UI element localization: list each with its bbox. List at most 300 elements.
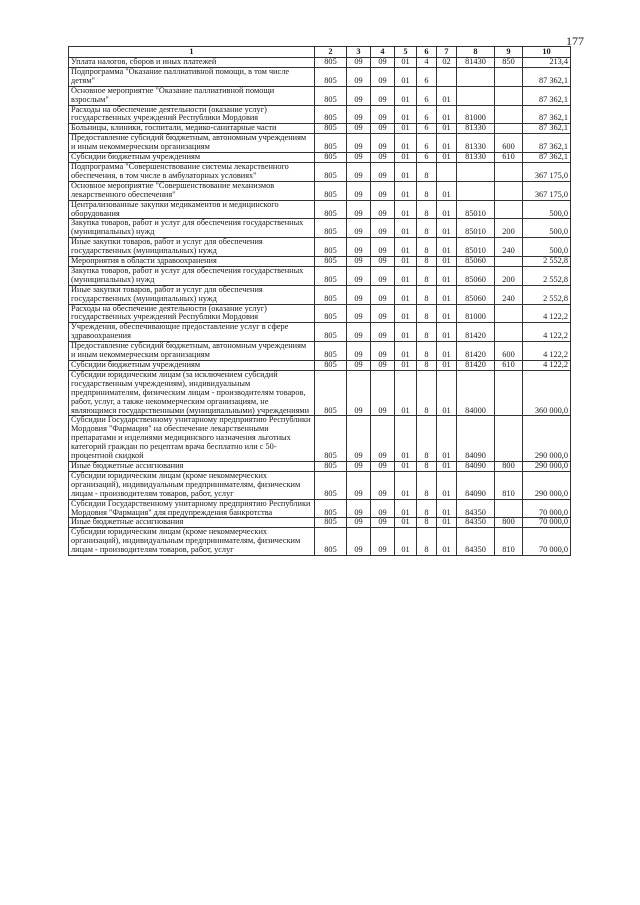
section-code: 09 [347,361,371,371]
event-code: 01 [437,124,457,134]
section-code: 09 [347,153,371,163]
direction-code: 85060 [457,257,495,267]
subsection-code: 09 [371,200,395,219]
table-row [69,323,571,342]
column-header: 3 [347,47,371,58]
subsection-code: 09 [371,461,395,471]
row-name: Субсидии Государственному унитарному предприятию Республики Мордовия "Фармация" для предупреждения банкротства [69,499,315,518]
section-code: 09 [347,370,371,416]
amount: 290 000,0 [523,461,571,471]
column-header: 10 [523,47,571,58]
subprogram-code: 8 [417,238,437,257]
column-header: 2 [315,47,347,58]
table-row [69,67,571,86]
row-name: Основное мероприятие "Совершенствование механизмов лекарственного обеспечения" [69,181,315,200]
row-name: Иные закупки товаров, работ и услуг для обеспечения государственных (муниципальных) нужд [69,238,315,257]
expense-type-code: 800 [495,461,523,471]
program-code: 01 [395,105,417,124]
program-code: 01 [395,162,417,181]
event-code: 01 [437,219,457,238]
subsection-code: 09 [371,323,395,342]
program-code: 01 [395,134,417,153]
table-row [69,416,571,462]
direction-code: 85060 [457,266,495,285]
program-code: 01 [395,219,417,238]
amount: 500,0 [523,200,571,219]
direction-code: 85010 [457,200,495,219]
expense-type-code: 810 [495,471,523,499]
subprogram-code: 8 [417,528,437,556]
admin-code: 805 [315,266,347,285]
admin-code: 805 [315,361,347,371]
amount: 70 000,0 [523,499,571,518]
table-row [69,124,571,134]
amount: 87 362,1 [523,134,571,153]
section-code: 09 [347,105,371,124]
expense-type-code [495,304,523,323]
table-row [69,266,571,285]
admin-code: 805 [315,528,347,556]
subprogram-code: 6 [417,124,437,134]
direction-code: 81330 [457,124,495,134]
row-name: Субсидии Государственному унитарному предприятию Республики Мордовия "Фармация" на обеспечение лекарственными препаратами и изделиями медицинского назначения льготных категорий граждан по рецептам врача бесплатно или с 50-процентной скидкой [69,416,315,462]
admin-code: 805 [315,181,347,200]
section-code: 09 [347,86,371,105]
subprogram-code: 8 [417,181,437,200]
table-row [69,238,571,257]
direction-code [457,162,495,181]
row-name: Закупка товаров, работ и услуг для обеспечения государственных (муниципальных) нужд [69,266,315,285]
amount: 87 362,1 [523,86,571,105]
subprogram-code: 8 [417,200,437,219]
admin-code: 805 [315,105,347,124]
subsection-code: 09 [371,471,395,499]
direction-code: 81000 [457,105,495,124]
subsection-code: 09 [371,162,395,181]
expense-type-code [495,499,523,518]
section-code: 09 [347,238,371,257]
program-code: 01 [395,285,417,304]
amount: 367 175,0 [523,181,571,200]
column-header: 8 [457,47,495,58]
table-row [69,181,571,200]
expense-type-code [495,105,523,124]
direction-code: 81420 [457,342,495,361]
expense-type-code: 610 [495,361,523,371]
admin-code: 805 [315,499,347,518]
row-name: Иные бюджетные ассигнования [69,518,315,528]
row-name: Расходы на обеспечение деятельности (оказание услуг) государственных учреждений Республики Мордовия [69,304,315,323]
admin-code: 805 [315,323,347,342]
amount: 4 122,2 [523,342,571,361]
table-row [69,361,571,371]
subprogram-code: 4 [417,58,437,68]
row-name: Субсидии бюджетным учреждениям [69,361,315,371]
row-name: Закупка товаров, работ и услуг для обеспечения государственных (муниципальных) нужд [69,219,315,238]
event-code: 01 [437,266,457,285]
section-code: 09 [347,124,371,134]
subprogram-code: 6 [417,153,437,163]
admin-code: 805 [315,257,347,267]
admin-code: 805 [315,304,347,323]
subsection-code: 09 [371,238,395,257]
expense-type-code: 600 [495,134,523,153]
section-code: 09 [347,528,371,556]
event-code: 01 [437,200,457,219]
event-code: 01 [437,342,457,361]
section-code: 09 [347,181,371,200]
direction-code: 84000 [457,370,495,416]
admin-code: 805 [315,461,347,471]
section-code: 09 [347,257,371,267]
amount: 290 000,0 [523,471,571,499]
section-code: 09 [347,461,371,471]
table-body [69,58,571,556]
row-name: Расходы на обеспечение деятельности (оказание услуг) государственных учреждений Республики Мордовия [69,105,315,124]
direction-code: 84350 [457,518,495,528]
table-row [69,342,571,361]
amount: 4 122,2 [523,304,571,323]
table-row [69,370,571,416]
program-code: 01 [395,257,417,267]
column-header: 1 [69,47,315,58]
program-code: 01 [395,153,417,163]
direction-code: 84090 [457,461,495,471]
section-code: 09 [347,471,371,499]
row-name: Централизованные закупки медикаментов и медицинского оборудования [69,200,315,219]
table-row [69,200,571,219]
expense-type-code [495,323,523,342]
section-code: 09 [347,134,371,153]
program-code: 01 [395,471,417,499]
subprogram-code: 8 [417,416,437,462]
event-code: 01 [437,153,457,163]
direction-code: 84350 [457,499,495,518]
subsection-code: 09 [371,304,395,323]
expense-type-code [495,181,523,200]
expense-type-code [495,257,523,267]
table-row [69,153,571,163]
subprogram-code: 8 [417,370,437,416]
subsection-code: 09 [371,285,395,304]
program-code: 01 [395,528,417,556]
expense-type-code [495,124,523,134]
table-row [69,518,571,528]
row-name: Уплата налогов, сборов и иных платежей [69,58,315,68]
event-code: 01 [437,528,457,556]
direction-code: 81330 [457,134,495,153]
subprogram-code: 8 [417,257,437,267]
subsection-code: 09 [371,181,395,200]
amount: 87 362,1 [523,153,571,163]
budget-table [68,46,571,556]
subsection-code: 09 [371,370,395,416]
direction-code: 81430 [457,58,495,68]
subprogram-code: 8 [417,471,437,499]
program-code: 01 [395,416,417,462]
amount: 70 000,0 [523,528,571,556]
subprogram-code: 8 [417,323,437,342]
subsection-code: 09 [371,342,395,361]
direction-code: 81330 [457,153,495,163]
admin-code: 805 [315,471,347,499]
direction-code [457,181,495,200]
admin-code: 805 [315,134,347,153]
expense-type-code: 240 [495,285,523,304]
direction-code [457,86,495,105]
subprogram-code: 8 [417,162,437,181]
admin-code: 805 [315,518,347,528]
subsection-code: 09 [371,257,395,267]
event-code: 01 [437,86,457,105]
program-code: 01 [395,323,417,342]
amount: 360 000,0 [523,370,571,416]
amount: 87 362,1 [523,105,571,124]
direction-code: 85060 [457,285,495,304]
event-code: 01 [437,416,457,462]
section-code: 09 [347,162,371,181]
section-code: 09 [347,266,371,285]
amount: 367 175,0 [523,162,571,181]
program-code: 01 [395,200,417,219]
direction-code: 84350 [457,528,495,556]
section-code: 09 [347,416,371,462]
section-code: 09 [347,518,371,528]
row-name: Подпрограмма "Совершенствование системы лекарственного обеспечения, в том числе в амбулаторных условиях" [69,162,315,181]
subsection-code: 09 [371,499,395,518]
program-code: 01 [395,370,417,416]
admin-code: 805 [315,162,347,181]
subsection-code: 09 [371,124,395,134]
event-code: 01 [437,518,457,528]
section-code: 09 [347,304,371,323]
subsection-code: 09 [371,105,395,124]
subprogram-code: 8 [417,285,437,304]
table-row [69,219,571,238]
table-row [69,86,571,105]
event-code: 01 [437,499,457,518]
admin-code: 805 [315,124,347,134]
program-code: 01 [395,58,417,68]
admin-code: 805 [315,153,347,163]
event-code: 01 [437,238,457,257]
amount: 2 552,8 [523,266,571,285]
amount: 500,0 [523,238,571,257]
direction-code: 85010 [457,219,495,238]
expense-type-code [495,67,523,86]
expense-type-code [495,416,523,462]
amount: 290 000,0 [523,416,571,462]
table-row [69,162,571,181]
section-code: 09 [347,342,371,361]
expense-type-code [495,200,523,219]
table-row [69,134,571,153]
section-code: 09 [347,219,371,238]
amount: 500,0 [523,219,571,238]
subsection-code: 09 [371,58,395,68]
admin-code: 805 [315,416,347,462]
direction-code: 84090 [457,416,495,462]
direction-code: 81420 [457,361,495,371]
row-name: Субсидии бюджетным учреждениям [69,153,315,163]
admin-code: 805 [315,370,347,416]
expense-type-code: 200 [495,219,523,238]
event-code: 01 [437,257,457,267]
subprogram-code: 6 [417,105,437,124]
amount: 2 552,8 [523,285,571,304]
column-header: 6 [417,47,437,58]
row-name: Иные бюджетные ассигнования [69,461,315,471]
program-code: 01 [395,342,417,361]
event-code: 01 [437,105,457,124]
column-header: 4 [371,47,395,58]
admin-code: 805 [315,219,347,238]
event-code [437,67,457,86]
table-row [69,105,571,124]
admin-code: 805 [315,285,347,304]
expense-type-code [495,86,523,105]
table-row [69,471,571,499]
program-code: 01 [395,181,417,200]
subsection-code: 09 [371,528,395,556]
expense-type-code: 600 [495,342,523,361]
program-code: 01 [395,518,417,528]
column-header: 9 [495,47,523,58]
subprogram-code: 6 [417,67,437,86]
program-code: 01 [395,238,417,257]
subsection-code: 09 [371,86,395,105]
event-code [437,162,457,181]
subprogram-code: 8 [417,304,437,323]
amount: 2 552,8 [523,257,571,267]
table-header-row [69,47,571,58]
expense-type-code: 240 [495,238,523,257]
subprogram-code: 8 [417,266,437,285]
expense-type-code [495,162,523,181]
subsection-code: 09 [371,518,395,528]
row-name: Субсидии юридическим лицам (кроме некоммерческих организаций), индивидуальным предпринимателям, физическим лицам - производителям товаров, работ, услуг [69,528,315,556]
subsection-code: 09 [371,219,395,238]
amount: 87 362,1 [523,67,571,86]
table-row [69,58,571,68]
direction-code: 84090 [457,471,495,499]
column-header: 5 [395,47,417,58]
expense-type-code: 810 [495,528,523,556]
expense-type-code: 800 [495,518,523,528]
row-name: Предоставление субсидий бюджетным, автономным учреждениям и иным некоммерческим организациям [69,342,315,361]
section-code: 09 [347,285,371,304]
row-name: Предоставление субсидий бюджетным, автономным учреждениям и иным некоммерческим организациям [69,134,315,153]
admin-code: 805 [315,200,347,219]
row-name: Субсидии юридическим лицам (за исключением субсидий государственным учреждениям), индивидуальным предпринимателям, физическим лицам - производителям товаров, работ, услуг, а также некоммерческим организациям, не являющимся государственными (муниципальными) учреждениями [69,370,315,416]
subsection-code: 09 [371,266,395,285]
table-row [69,528,571,556]
row-name: Больницы, клиники, госпитали, медико-санитарные части [69,124,315,134]
column-header: 7 [437,47,457,58]
program-code: 01 [395,361,417,371]
subsection-code: 09 [371,153,395,163]
table-row [69,304,571,323]
expense-type-code: 850 [495,58,523,68]
row-name: Субсидии юридическим лицам (кроме некоммерческих организаций), индивидуальным предпринимателям, физическим лицам - производителям товаров, работ, услуг [69,471,315,499]
row-name: Основное мероприятие "Оказание паллиативной помощи взрослым" [69,86,315,105]
admin-code: 805 [315,86,347,105]
program-code: 01 [395,124,417,134]
amount: 70 000,0 [523,518,571,528]
program-code: 01 [395,86,417,105]
table-row [69,461,571,471]
row-name: Подпрограмма "Оказание паллиативной помощи, в том числе детям" [69,67,315,86]
admin-code: 805 [315,58,347,68]
event-code: 01 [437,461,457,471]
row-name: Иные закупки товаров, работ и услуг для обеспечения государственных (муниципальных) нужд [69,285,315,304]
table-row [69,285,571,304]
row-name: Мероприятия в области здравоохранения [69,257,315,267]
event-code: 01 [437,323,457,342]
program-code: 01 [395,266,417,285]
table-row [69,499,571,518]
section-code: 09 [347,58,371,68]
subprogram-code: 8 [417,518,437,528]
program-code: 01 [395,461,417,471]
admin-code: 805 [315,238,347,257]
program-code: 01 [395,67,417,86]
subsection-code: 09 [371,361,395,371]
amount: 87 362,1 [523,124,571,134]
section-code: 09 [347,67,371,86]
subprogram-code: 8 [417,219,437,238]
section-code: 09 [347,200,371,219]
page-number: 177 [566,34,584,48]
expense-type-code [495,370,523,416]
subprogram-code: 8 [417,499,437,518]
event-code: 01 [437,471,457,499]
subprogram-code: 8 [417,342,437,361]
event-code: 01 [437,134,457,153]
subprogram-code: 6 [417,134,437,153]
admin-code: 805 [315,342,347,361]
event-code: 01 [437,304,457,323]
subsection-code: 09 [371,134,395,153]
program-code: 01 [395,499,417,518]
amount: 4 122,2 [523,323,571,342]
event-code: 02 [437,58,457,68]
direction-code: 85010 [457,238,495,257]
subprogram-code: 8 [417,461,437,471]
event-code: 01 [437,370,457,416]
program-code: 01 [395,304,417,323]
event-code: 01 [437,285,457,304]
amount: 4 122,2 [523,361,571,371]
subsection-code: 09 [371,67,395,86]
section-code: 09 [347,499,371,518]
event-code: 01 [437,181,457,200]
event-code: 01 [437,361,457,371]
subsection-code: 09 [371,416,395,462]
admin-code: 805 [315,67,347,86]
row-name: Учреждения, обеспечивающие предоставление услуг в сфере здравоохранения [69,323,315,342]
section-code: 09 [347,323,371,342]
subprogram-code: 6 [417,86,437,105]
direction-code [457,67,495,86]
expense-type-code: 610 [495,153,523,163]
amount: 213,4 [523,58,571,68]
expense-type-code: 200 [495,266,523,285]
subprogram-code: 8 [417,361,437,371]
table-row [69,257,571,267]
direction-code: 81420 [457,323,495,342]
direction-code: 81000 [457,304,495,323]
